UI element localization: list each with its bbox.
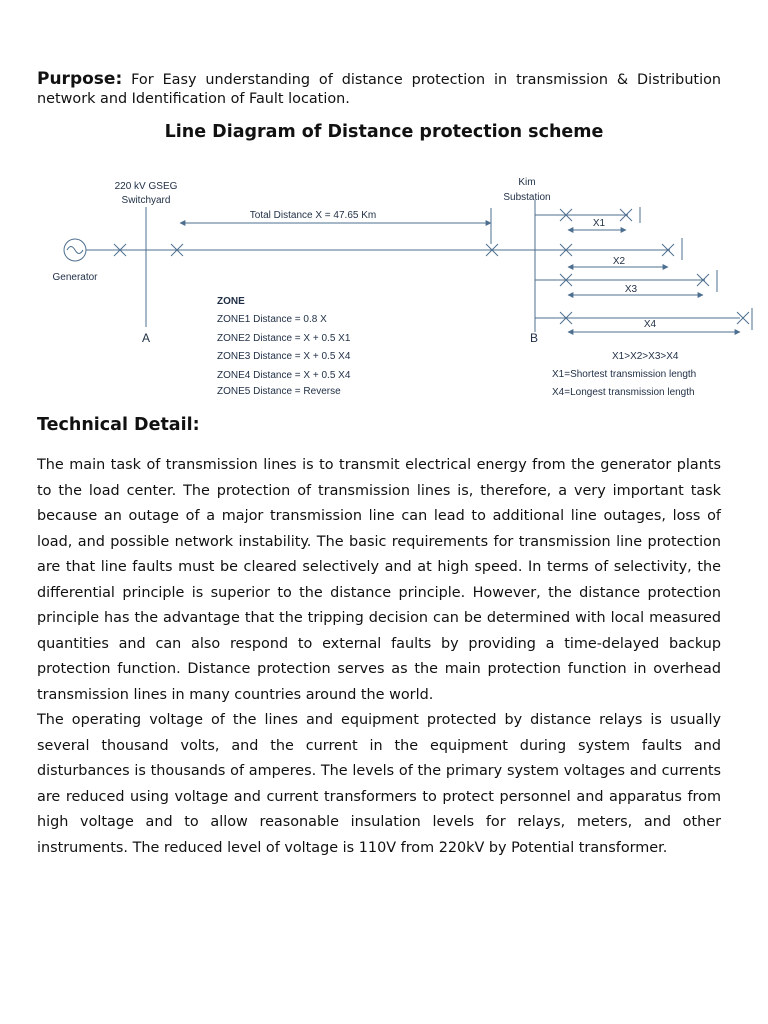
- zone-4: ZONE4 Distance = X + 0.5 X4: [217, 370, 351, 381]
- diagram-title: Line Diagram of Distance protection scheme: [164, 122, 604, 142]
- zone-5: ZONE5 Distance = Reverse: [217, 386, 341, 397]
- bus-a-label: A: [141, 331, 151, 345]
- technical-heading: Technical Detail:: [37, 415, 200, 435]
- technical-paragraph-2: The operating voltage of the lines and equipment protected by distance relays is usually several thousand volts, and the current in the equipment during system faults and disturbances is thousands of amperes. The levels of the primary system voltages and currents are reduced using voltage and current transformers to protect personnel and apparatus from high voltage and to allow reasonable insulation levels for relays, meters, and other instruments. The reduced level of voltage is 110V from 220kV by Potential transformer.: [37, 712, 721, 856]
- zone-1: ZONE1 Distance = 0.8 X: [217, 314, 327, 325]
- technical-paragraph-1: The main task of transmission lines is to transmit electrical energy from the generator plants to the load center. The protection of transmission lines is, therefore, a very important task because an outage of a major transmission line can lead to additional line outages, loss of load, and possible network instability. The basic requirements for transmission line protection are that line faults must be cleared selectively and at high speed. In terms of selectivity, the differential principle is superior to the distance principle. However, the distance protection principle has the advantage that the tripping decision can be determined with local measured quantities and can also respond to external faults by providing a time-delayed backup protection function. Distance protection serves as the main protection function in overhead transmission lines in many countries around the world.: [37, 457, 721, 703]
- kim-label-2: Substation: [503, 192, 551, 203]
- total-distance-label: Total Distance X = 47.65 Km: [249, 210, 377, 221]
- gseg-label-1: 220 kV GSEG: [114, 181, 178, 192]
- x1-label: X1: [592, 218, 606, 229]
- x2-label: X2: [612, 256, 626, 267]
- note-1: X1>X2>X3>X4: [612, 351, 679, 362]
- technical-body: [37, 453, 721, 861]
- purpose-text: For Easy understanding of distance protection in transmission & Distribution network and Identification of Fault location.: [37, 72, 722, 107]
- bus-b-label: B: [529, 331, 539, 345]
- generator-label: Generator: [52, 272, 98, 283]
- note-2: X1=Shortest transmission length: [552, 369, 697, 380]
- kim-label-1: Kim: [518, 177, 536, 188]
- purpose-paragraph: [37, 70, 721, 109]
- x4-label: X4: [643, 319, 657, 330]
- line-diagram: [0, 160, 768, 405]
- purpose-label: Purpose:: [37, 69, 123, 89]
- x3-label: X3: [624, 284, 638, 295]
- zone-2: ZONE2 Distance = X + 0.5 X1: [217, 333, 351, 344]
- zone-heading: ZONE: [217, 296, 245, 307]
- generator-wave: [67, 247, 83, 254]
- zone-3: ZONE3 Distance = X + 0.5 X4: [217, 351, 351, 362]
- gseg-label-2: Switchyard: [121, 195, 171, 206]
- note-3: X4=Longest transmission length: [552, 387, 695, 398]
